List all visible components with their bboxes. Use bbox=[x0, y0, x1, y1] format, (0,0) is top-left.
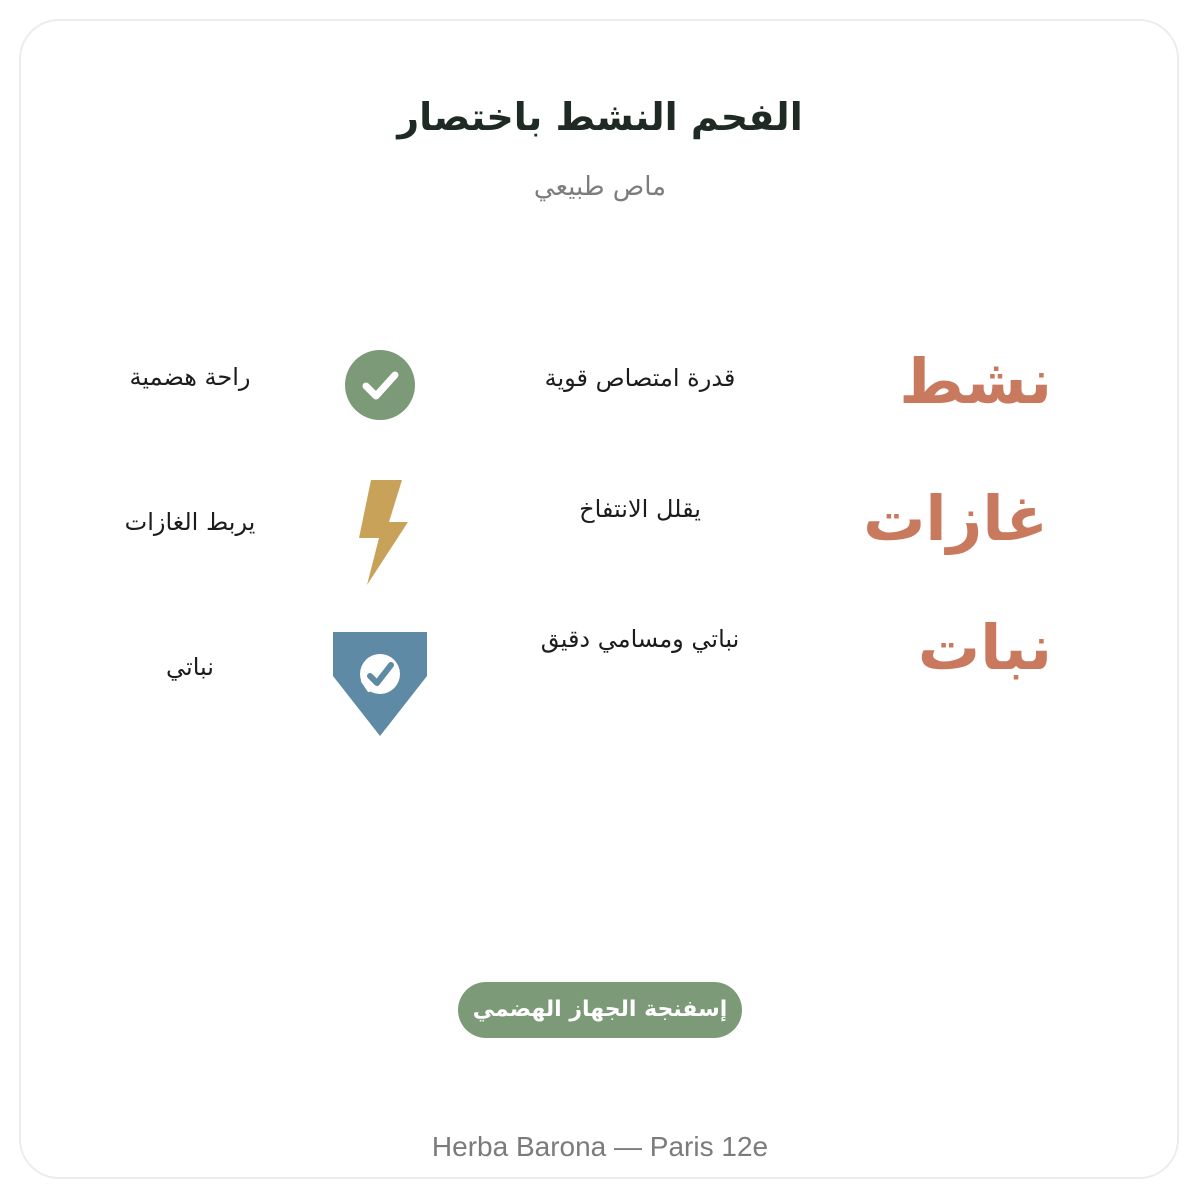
benefit-binds-gases: يربط الغازات bbox=[124, 508, 256, 536]
description-plant-microporous: نباتي ومسامي دقيق bbox=[540, 625, 740, 653]
lightning-bolt-icon bbox=[356, 478, 410, 586]
digestive-sponge-button[interactable]: إسفنجة الجهاز الهضمي bbox=[458, 982, 742, 1038]
description-strong-absorption: قدرة امتصاص قوية bbox=[544, 364, 736, 392]
benefit-vegan: نباتي bbox=[166, 653, 214, 681]
check-circle-bg bbox=[345, 350, 415, 420]
vegan-badge-icon bbox=[333, 632, 427, 736]
check-circle-icon bbox=[345, 350, 415, 420]
description-reduces-bloating: يقلل الانتفاخ bbox=[579, 495, 701, 523]
lightning-bolt-shape bbox=[359, 480, 408, 585]
benefit-digestive-comfort: راحة هضمية bbox=[129, 363, 251, 391]
keyword-plant: نبات bbox=[917, 611, 1052, 684]
page-title: الفحم النشط باختصار bbox=[397, 95, 803, 139]
footer-brand: Herba Barona — Paris 12e bbox=[431, 1131, 769, 1162]
page-subtitle: ماص طبيعي bbox=[533, 172, 667, 202]
keyword-active: نشط bbox=[899, 345, 1052, 418]
keyword-gases: غازات bbox=[863, 482, 1048, 555]
